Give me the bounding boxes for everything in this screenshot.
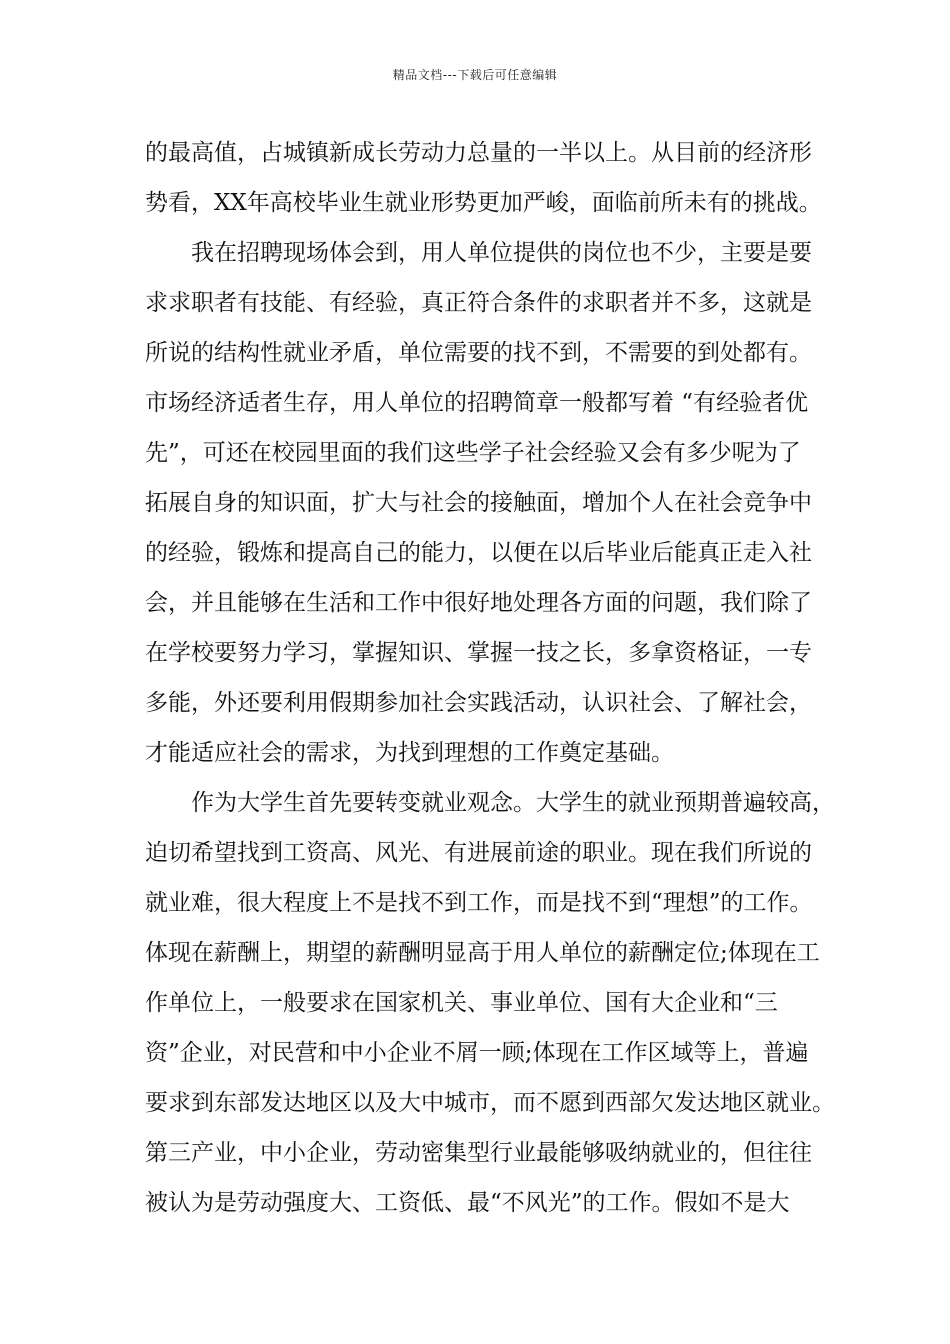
text-line: 会，并且能够在生活和工作中很好地处理各方面的问题，我们除了: [145, 590, 812, 616]
text-line: 势看，XX年高校毕业生就业形势更加严峻，面临前所未有的挑战。: [145, 190, 822, 216]
text-line: 先”，可还在校园里面的我们这些学子社会经验又会有多少呢为了: [145, 440, 801, 466]
text-line: 体现在薪酬上，期望的薪酬明显高于用人单位的薪酬定位;体现在工: [145, 940, 820, 966]
text-line: 才能适应社会的需求，为找到理想的工作奠定基础。: [145, 740, 674, 766]
text-line: 迫切希望找到工资高、风光、有进展前途的职业。现在我们所说的: [145, 840, 812, 866]
text-line: 拓展自身的知识面，扩大与社会的接触面，增加个人在社会竞争中: [145, 490, 812, 516]
text-line: 市场经济适者生存，用人单位的招聘简章一般都写着 “有经验者优: [145, 390, 809, 416]
text-line: 资”企业，对民营和中小企业不屑一顾;体现在工作区域等上，普遍: [145, 1040, 809, 1066]
text-line: 要求到东部发达地区以及大中城市，而不愿到西部欠发达地区就业。: [145, 1090, 835, 1116]
text-line: 被认为是劳动强度大、工资低、最“不风光”的工作。假如不是大: [145, 1190, 790, 1216]
paragraph-start-line: 作为大学生首先要转变就业观念。大学生的就业预期普遍较高，: [191, 790, 835, 816]
text-line: 作单位上，一般要求在国家机关、事业单位、国有大企业和“三: [145, 990, 778, 1016]
text-line: 的经验，锻炼和提高自己的能力，以便在以后毕业后能真正走入社: [145, 540, 812, 566]
document-body: [145, 128, 835, 1228]
text-line: 多能，外还要利用假期参加社会实践活动，认识社会、了解社会，: [145, 690, 812, 716]
text-line: 就业难，很大程度上不是找不到工作，而是找不到“理想”的工作。: [145, 890, 813, 916]
text-line: 的最高值，占城镇新成长劳动力总量的一半以上。从目前的经济形: [145, 140, 812, 166]
text-line: 第三产业，中小企业，劳动密集型行业最能够吸纳就业的，但往往: [145, 1140, 812, 1166]
text-line: 所说的结构性就业矛盾，单位需要的找不到，不需要的到处都有。: [145, 340, 812, 366]
paragraph-start-line: 我在招聘现场体会到，用人单位提供的岗位也不少，主要是要: [191, 240, 812, 266]
text-line: 求求职者有技能、有经验，真正符合条件的求职者并不多，这就是: [145, 290, 812, 316]
page-header: 精品文档---下载后可任意编辑: [392, 68, 558, 82]
text-line: 在学校要努力学习，掌握知识、掌握一技之长，多拿资格证，一专: [145, 640, 812, 666]
